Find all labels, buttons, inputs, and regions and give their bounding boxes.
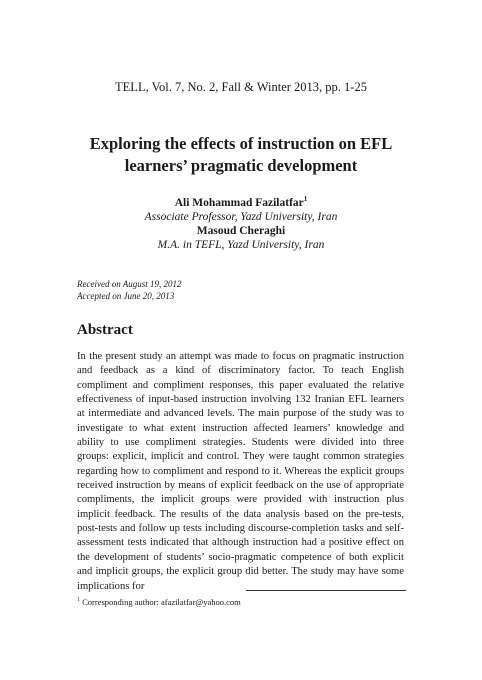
- footnote-text: Corresponding author: afazilatfar@yahoo.com: [82, 597, 241, 607]
- footnote-marker: 1: [303, 195, 308, 204]
- journal-citation: TELL, Vol. 7, No. 2, Fall & Winter 2013, pp. 1-25: [115, 80, 367, 94]
- author-1-affiliation: Associate Professor, Yazd University, Iran: [144, 211, 338, 223]
- abstract-body: In the present study an attempt was made to focus on pragmatic instruction and feedback as a kind of discriminatory factor. To teach English compliment and compliment responses, this paper evaluated the relative effectiveness of input-based instruction involving 132 Iranian EFL learners at intermediate and advanced levels. The main purpose of the study was to investigate to what extent instruction affected learners’ knowledge and ability to use compliment strategies. Students were divided into three groups: explicit, implicit and control. They were taught common strategies regarding how to compliment and respond to it. Whereas the explicit groups received instruction by means of explicit feedback on the use of appropriate compliments, the implicit groups were provided with instruction plus implicit feedback. The results of the data analysis based on the pre-tests, post-tests and follow up tests including discourse-completion tasks and self-assessment tests indicated that although instruction had a positive effect on the development of students’ socio-pragmatic competence of both explicit and implicit groups, the explicit group did better. The study may have some implications for: [77, 351, 404, 592]
- accepted-date: Accepted on June 20, 2013: [77, 291, 175, 301]
- title-line-1: Exploring the effects of instruction on EFL: [89, 134, 393, 153]
- paper-title: [60, 133, 422, 177]
- abstract-heading: Abstract: [77, 322, 133, 338]
- title-line-2: learners’ pragmatic development: [124, 156, 358, 175]
- author-2-affiliation: M.A. in TEFL, Yazd University, Iran: [157, 239, 325, 251]
- received-date: Received on August 19, 2012: [77, 279, 182, 289]
- author-1-name: Ali Mohammad Fazilatfar$^1$: [174, 195, 308, 209]
- footnote-separator: [246, 590, 406, 591]
- footnote: $^1$ Corresponding author: afazilatfar@yahoo.com: [77, 597, 241, 607]
- author-2-name: Masoud Cheraghi: [196, 225, 286, 237]
